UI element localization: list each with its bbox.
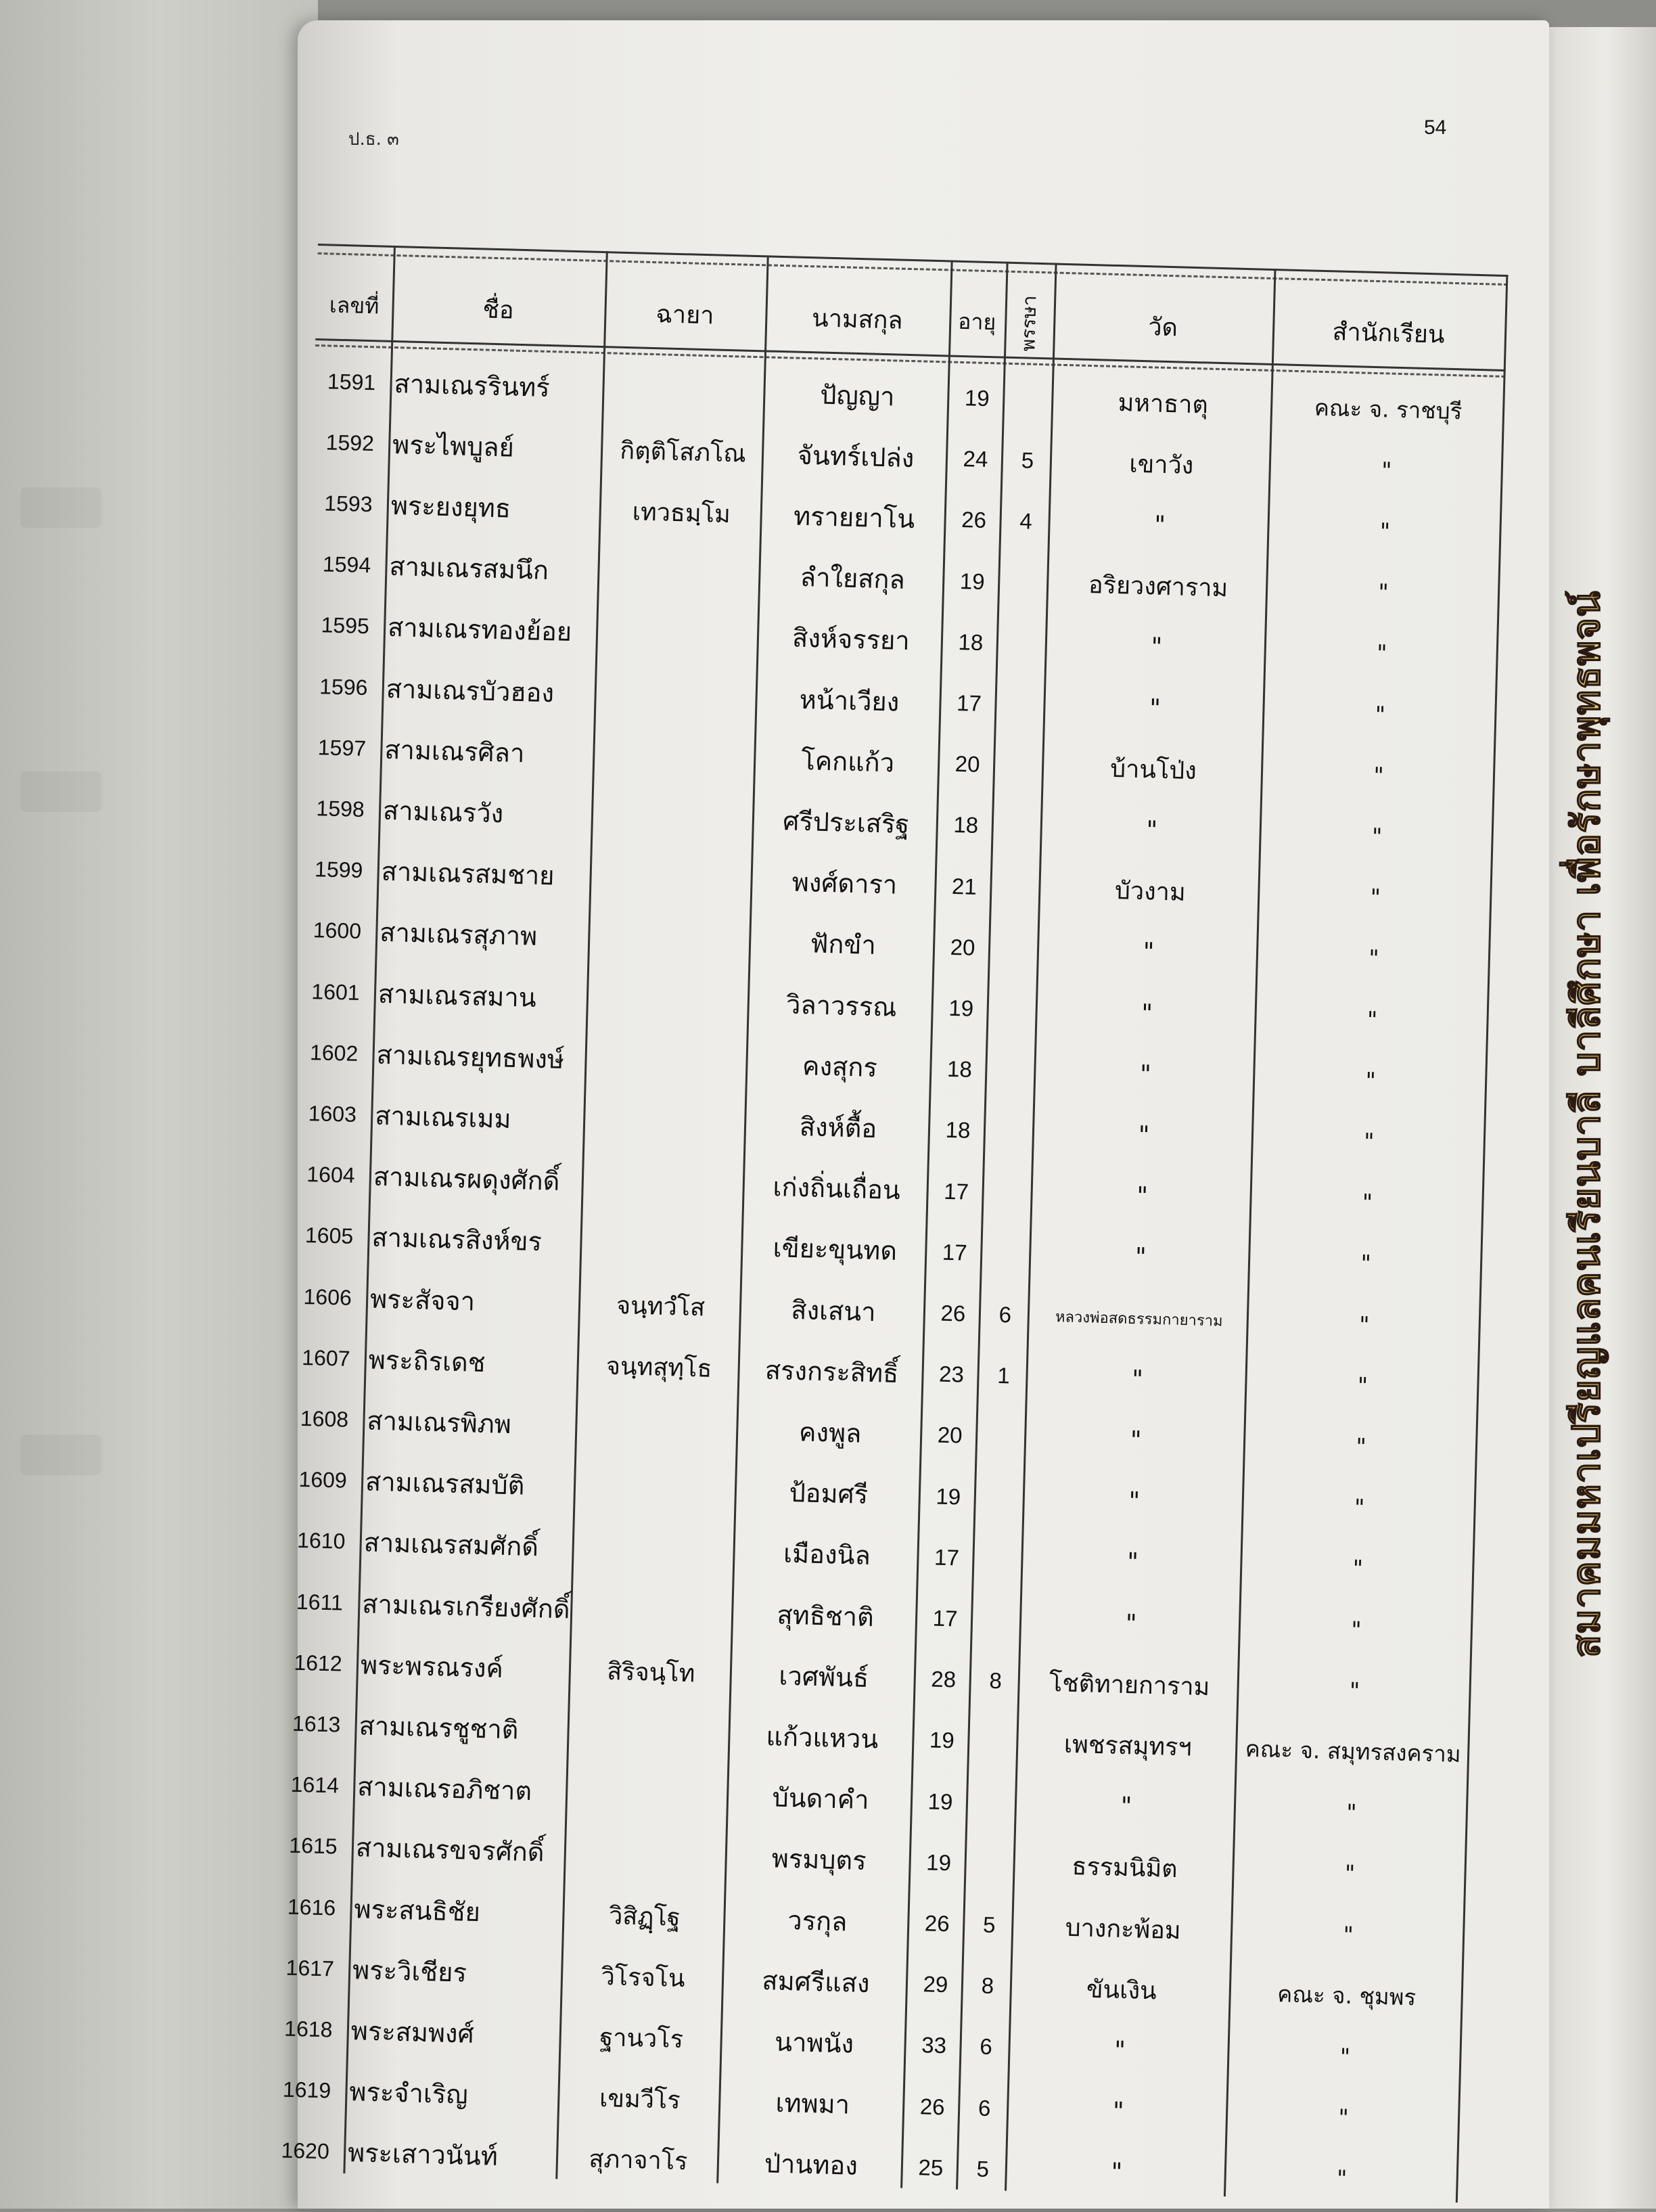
row-vassa <box>974 1528 1023 1590</box>
register-table <box>267 244 1508 2203</box>
row-school: " <box>1355 1432 1367 1460</box>
row-surname: นาพนัง <box>774 2027 854 2059</box>
row-alias <box>566 1822 727 1887</box>
row-alias <box>584 1151 744 1216</box>
row-number: 1618 <box>283 2016 333 2042</box>
row-name: สามเณรขจรศักดิ์ <box>355 1832 545 1868</box>
row-school: " <box>1376 639 1387 667</box>
row-wat: โชติทายการาม <box>1049 1669 1210 1701</box>
row-surname: เวศพันธ์ <box>778 1661 869 1693</box>
row-school: " <box>1368 945 1379 972</box>
row-age: 17 <box>943 1178 969 1204</box>
row-school: " <box>1363 1127 1375 1155</box>
row-age: 18 <box>952 812 979 838</box>
row-school: " <box>1346 1799 1357 1826</box>
row-number: 1598 <box>316 796 365 821</box>
row-surname: หน้าเวียง <box>799 684 900 717</box>
row-name: สามเณรเกรียงศักดิ์ <box>361 1588 571 1624</box>
row-surname: เทพมา <box>775 2087 850 2120</box>
row-school: " <box>1381 456 1392 484</box>
row-name: สามเณรบัวฮอง <box>386 673 555 708</box>
row-wat: " <box>1113 2036 1126 2065</box>
row-alias <box>585 1090 745 1155</box>
row-vassa: 5 <box>976 2156 990 2182</box>
row-school: " <box>1339 2043 1351 2070</box>
row-name: สามเณรยุทธพงษ์ <box>376 1039 565 1075</box>
row-school: " <box>1336 2165 1348 2192</box>
row-alias <box>595 724 755 789</box>
row-age: 18 <box>946 1056 973 1082</box>
row-number: 1611 <box>296 1589 344 1615</box>
row-surname: ฟักขำ <box>809 928 877 961</box>
row-age: 18 <box>958 629 984 655</box>
row-age: 26 <box>961 507 987 533</box>
row-school: " <box>1344 1859 1356 1887</box>
row-school: " <box>1358 1311 1370 1338</box>
row-alias <box>604 358 764 423</box>
row-school: " <box>1350 1616 1362 1643</box>
row-alias <box>568 1761 728 1826</box>
row-vassa: 6 <box>998 1301 1012 1328</box>
row-vassa: 6 <box>978 2095 991 2121</box>
row-wat: " <box>1134 1243 1147 1271</box>
bleed-through-text <box>20 487 101 528</box>
row-school: " <box>1370 884 1381 911</box>
row-age: 20 <box>954 751 981 777</box>
row-age: 28 <box>930 1666 957 1692</box>
row-age: 26 <box>940 1300 966 1326</box>
row-alias <box>577 1395 737 1460</box>
row-surname: เก่งถิ่นเถื่อน <box>772 1172 901 1206</box>
row-vassa <box>992 857 1040 919</box>
row-surname: พงศ์ดารา <box>791 867 898 900</box>
row-school: คณะ จ. ชุมพร <box>1276 1980 1417 2011</box>
row-age: 19 <box>925 1849 952 1876</box>
row-name: สามเณรสุภาพ <box>379 918 538 952</box>
row-wat: " <box>1143 938 1155 967</box>
row-wat: " <box>1125 1609 1137 1638</box>
row-wat: ขันเงิน <box>1086 1975 1157 2006</box>
row-name: พระสนธิชัย <box>354 1893 481 1927</box>
row-number: 1600 <box>313 918 362 944</box>
row-vassa <box>995 735 1044 797</box>
row-number: 1609 <box>298 1466 348 1493</box>
row-school: " <box>1337 2104 1350 2131</box>
row-wat: " <box>1112 2097 1124 2126</box>
row-surname: คงสุกร <box>802 1050 878 1083</box>
row-school: " <box>1357 1372 1368 1399</box>
row-vassa <box>986 1101 1034 1163</box>
row-number: 1603 <box>308 1100 357 1127</box>
row-vassa <box>994 796 1042 858</box>
row-number: 1604 <box>306 1162 356 1188</box>
row-wat: มหาธาตุ <box>1118 388 1209 420</box>
row-surname: จันทร์เปล่ง <box>797 440 915 473</box>
row-name: สามเณรสมชาย <box>381 856 555 891</box>
row-wat: " <box>1126 1548 1139 1577</box>
row-wat: บางกะพ้อม <box>1065 1914 1182 1945</box>
row-school: " <box>1343 1921 1354 1948</box>
row-name: สามเณรพิภพ <box>366 1405 512 1439</box>
row-school: " <box>1365 1066 1377 1094</box>
row-name: สามเณรสิงห์ขร <box>371 1222 543 1257</box>
row-vassa <box>984 1162 1032 1224</box>
row-age: 17 <box>932 1605 958 1631</box>
watermark: สมาคมมหาเปรียญแลคนเรียนบาลี บาลีศึกษา เพื่อรักษาพุทธพจน์ <box>1564 590 1609 1658</box>
row-alias: วิโรจโน <box>601 1962 686 1993</box>
header-vassa-label: พรรษา <box>1017 294 1041 352</box>
row-surname: วิลาวรรณ <box>785 989 898 1022</box>
row-name: พระยงยุทธ <box>390 490 511 524</box>
row-number: 1606 <box>303 1284 352 1310</box>
row-age: 19 <box>927 1788 953 1814</box>
row-vassa: 1 <box>996 1363 1011 1389</box>
row-vassa <box>1000 551 1049 614</box>
row-age: 18 <box>945 1117 971 1144</box>
row-surname: แก้วแหวน <box>766 1721 879 1755</box>
row-age: 26 <box>924 1910 950 1937</box>
row-surname: สรงกระสิทธิ์ <box>764 1355 899 1389</box>
row-number: 1596 <box>319 673 368 700</box>
row-number: 1605 <box>304 1223 354 1249</box>
header-alias: ฉายา <box>655 300 714 330</box>
row-number: 1615 <box>288 1832 338 1859</box>
page-number: 54 <box>1424 116 1447 139</box>
row-wat: อริยวงศาราม <box>1088 571 1228 603</box>
row-number: 1592 <box>325 430 375 455</box>
row-wat: เพชรสมุทรฯ <box>1063 1730 1193 1762</box>
row-surname: เขียะขุนทด <box>773 1233 898 1267</box>
row-surname: เมืองนิล <box>783 1538 871 1571</box>
bleed-through-text <box>20 771 101 812</box>
row-vassa: 8 <box>989 1667 1003 1694</box>
header-wat: วัด <box>1147 313 1178 342</box>
row-wat: ธรรมนิมิต <box>1072 1853 1178 1884</box>
header-code: ป.ธ. ๓ <box>348 129 399 150</box>
row-vassa <box>973 1589 1021 1651</box>
row-school: " <box>1362 1188 1373 1216</box>
row-school: " <box>1375 700 1386 728</box>
header-name: ชื่อ <box>482 295 515 325</box>
row-surname: บันดาคำ <box>772 1782 870 1815</box>
row-vassa: 5 <box>1021 447 1034 473</box>
row-surname: โคกแก้ว <box>800 745 895 778</box>
row-name: พระวิเชียร <box>352 1954 467 1988</box>
row-vassa: 5 <box>982 1912 996 1938</box>
row-wat: " <box>1145 816 1158 844</box>
row-vassa <box>982 1223 1031 1285</box>
row-alias: สิริจนฺโท <box>606 1657 695 1688</box>
row-age: 17 <box>956 690 982 716</box>
row-vassa <box>978 1406 1026 1468</box>
row-number: 1591 <box>327 368 376 394</box>
row-number: 1619 <box>282 2077 331 2103</box>
row-surname: ศรีประเสริฐ <box>782 806 910 840</box>
row-vassa <box>996 674 1045 736</box>
row-age: 29 <box>923 1971 948 1997</box>
row-name: สามเณรสมศักดิ์ <box>363 1527 539 1562</box>
row-alias <box>593 785 754 850</box>
row-school: " <box>1377 579 1389 606</box>
row-number: 1594 <box>322 551 371 578</box>
row-number: 1595 <box>321 612 370 639</box>
row-wat: " <box>1131 1365 1144 1394</box>
row-school: " <box>1379 518 1391 545</box>
row-age: 20 <box>950 934 975 960</box>
row-number: 1607 <box>301 1345 350 1371</box>
row-alias <box>597 663 757 728</box>
row-vassa: 6 <box>979 2033 993 2060</box>
row-name: สามเณรศิลา <box>384 734 525 768</box>
row-name: พระจำเริญ <box>348 2077 469 2110</box>
row-name: สามเณรผดุงศักดิ์ <box>373 1161 560 1196</box>
row-number: 1612 <box>294 1650 343 1676</box>
row-surname: วรกุล <box>787 1905 848 1937</box>
row-age: 19 <box>929 1727 955 1753</box>
row-wat: " <box>1110 2158 1123 2187</box>
row-number: 1614 <box>290 1771 340 1798</box>
row-alias: วิสิฏฺโฐ <box>608 1901 681 1932</box>
row-name: สามเณรสมบัติ <box>365 1466 525 1501</box>
row-name: พระเสาวนันท์ <box>347 2138 499 2172</box>
row-school: คณะ จ. ราชบุรี <box>1314 394 1463 424</box>
row-number: 1616 <box>287 1894 336 1920</box>
row-number: 1608 <box>300 1405 349 1432</box>
row-surname: ป่านทอง <box>764 2148 858 2182</box>
row-school: " <box>1360 1250 1372 1277</box>
row-alias: จนฺทสุทฺโธ <box>605 1352 712 1383</box>
row-surname: สิงห์จรรยา <box>791 623 911 656</box>
row-alias <box>572 1579 733 1644</box>
row-age: 19 <box>959 568 986 594</box>
row-wat: " <box>1120 1792 1132 1821</box>
row-age: 19 <box>936 1483 961 1510</box>
row-name: สามเณรวัง <box>382 795 504 829</box>
row-name: สามเณรชูชาติ <box>359 1711 520 1745</box>
row-vassa <box>989 978 1038 1041</box>
row-wat: " <box>1138 1121 1150 1150</box>
row-school: " <box>1371 822 1383 850</box>
row-age: 24 <box>963 446 988 472</box>
row-alias: เทวธมฺโม <box>632 498 731 528</box>
row-vassa: 4 <box>1019 508 1033 535</box>
row-wat: " <box>1136 1182 1149 1211</box>
row-age: 20 <box>937 1422 963 1448</box>
row-vassa: 8 <box>981 1972 994 1999</box>
row-wat: " <box>1150 633 1163 662</box>
row-alias <box>574 1517 734 1582</box>
row-age: 21 <box>951 873 978 899</box>
row-vassa <box>969 1711 1018 1773</box>
row-vassa <box>987 1040 1036 1102</box>
adjacent-page <box>0 0 318 2209</box>
row-school: " <box>1373 761 1385 789</box>
row-number: 1613 <box>292 1711 341 1737</box>
row-number: 1617 <box>285 1955 335 1981</box>
row-alias <box>586 1029 747 1094</box>
row-vassa <box>1005 369 1053 431</box>
row-age: 19 <box>964 385 990 411</box>
row-wat: หลวงพ่อสดธรรมกายาราม <box>1055 1308 1223 1330</box>
row-wat: " <box>1139 1060 1152 1089</box>
row-alias: กิตฺติโสภโณ <box>619 436 747 468</box>
row-name: พระไพบูลย์ <box>392 429 515 463</box>
row-age: 25 <box>918 2154 944 2180</box>
row-surname: ลำใยสกุล <box>800 562 906 595</box>
row-vassa <box>966 1833 1015 1895</box>
row-name: สามเณรรินทร์ <box>394 368 551 403</box>
row-surname: ป้อมศรี <box>789 1477 869 1510</box>
row-wat: " <box>1141 999 1153 1028</box>
row-number: 1601 <box>311 978 361 1005</box>
header-no: เลขที่ <box>329 291 380 319</box>
row-name: สามเณรทองย้อย <box>387 612 572 648</box>
row-name: สามเณรเมม <box>374 1100 512 1134</box>
row-name: พระถิรเดช <box>368 1345 486 1378</box>
row-alias: จนฺทวํโส <box>616 1291 706 1322</box>
row-wat: " <box>1153 511 1166 539</box>
row-surname: สิงห์ตื้อ <box>799 1111 877 1144</box>
row-alias <box>590 907 750 972</box>
header-age: อายุ <box>957 308 996 335</box>
row-surname: ปัญญา <box>819 380 896 411</box>
row-name: สามเณรสมาน <box>377 978 537 1013</box>
row-alias: สุภาจาโร <box>589 2145 688 2176</box>
row-wat: " <box>1130 1426 1142 1455</box>
row-alias <box>576 1456 736 1521</box>
row-alias: เขมวีโร <box>599 2084 681 2115</box>
row-surname: สิงเสนา <box>790 1294 877 1327</box>
header-vassa <box>1004 289 1055 358</box>
row-school: " <box>1352 1555 1364 1582</box>
row-vassa <box>968 1772 1017 1834</box>
row-wat: เขาวัง <box>1128 450 1194 480</box>
row-school: " <box>1354 1493 1365 1521</box>
row-age: 33 <box>921 2032 947 2058</box>
row-school: คณะ จ. สมุทรสงคราม <box>1245 1735 1462 1767</box>
header-school: สำนักเรียน <box>1332 317 1446 349</box>
row-surname: ทรายยาโน <box>793 501 915 535</box>
row-alias: ฐานวโร <box>599 2023 684 2054</box>
row-surname: คงพูล <box>798 1417 862 1449</box>
row-name: สามเณรสมนึก <box>388 551 549 586</box>
row-surname: พรมบุตร <box>771 1843 867 1876</box>
row-vassa <box>976 1467 1025 1529</box>
row-name: สามเณรอภิชาต <box>356 1771 532 1807</box>
row-number: 1610 <box>296 1528 346 1554</box>
row-wat: " <box>1149 694 1162 723</box>
row-name: พระพรณรงค์ <box>360 1650 504 1684</box>
row-number: 1602 <box>309 1039 359 1066</box>
row-vassa <box>990 918 1039 980</box>
row-wat: " <box>1128 1487 1141 1516</box>
row-name: พระสมพงศ์ <box>350 2016 475 2049</box>
row-alias <box>589 968 749 1033</box>
row-age: 26 <box>919 2093 946 2119</box>
row-surname: สมศรีแสง <box>761 1965 871 1998</box>
row-alias <box>598 602 758 667</box>
row-vassa <box>998 612 1047 675</box>
header-surname: นามสกุล <box>811 304 904 335</box>
row-number: 1599 <box>314 857 363 883</box>
row-school: " <box>1366 1006 1378 1033</box>
row-number: 1620 <box>281 2138 330 2164</box>
row-alias <box>591 847 752 911</box>
row-age: 23 <box>938 1361 965 1387</box>
row-alias <box>599 541 760 606</box>
row-wat: บ้านโป่ง <box>1109 754 1197 785</box>
row-alias <box>569 1700 729 1765</box>
row-age: 19 <box>948 995 974 1021</box>
row-name: พระสัจจา <box>369 1284 476 1317</box>
row-surname: สุทธิชาติ <box>776 1599 875 1632</box>
row-number: 1597 <box>317 734 367 761</box>
row-age: 17 <box>942 1239 968 1265</box>
row-school: " <box>1349 1677 1360 1704</box>
row-alias <box>582 1213 742 1278</box>
bleed-through-text <box>20 1435 101 1475</box>
row-number: 1593 <box>323 491 373 517</box>
row-wat: บัวงาม <box>1114 877 1187 907</box>
row-age: 17 <box>934 1544 960 1571</box>
